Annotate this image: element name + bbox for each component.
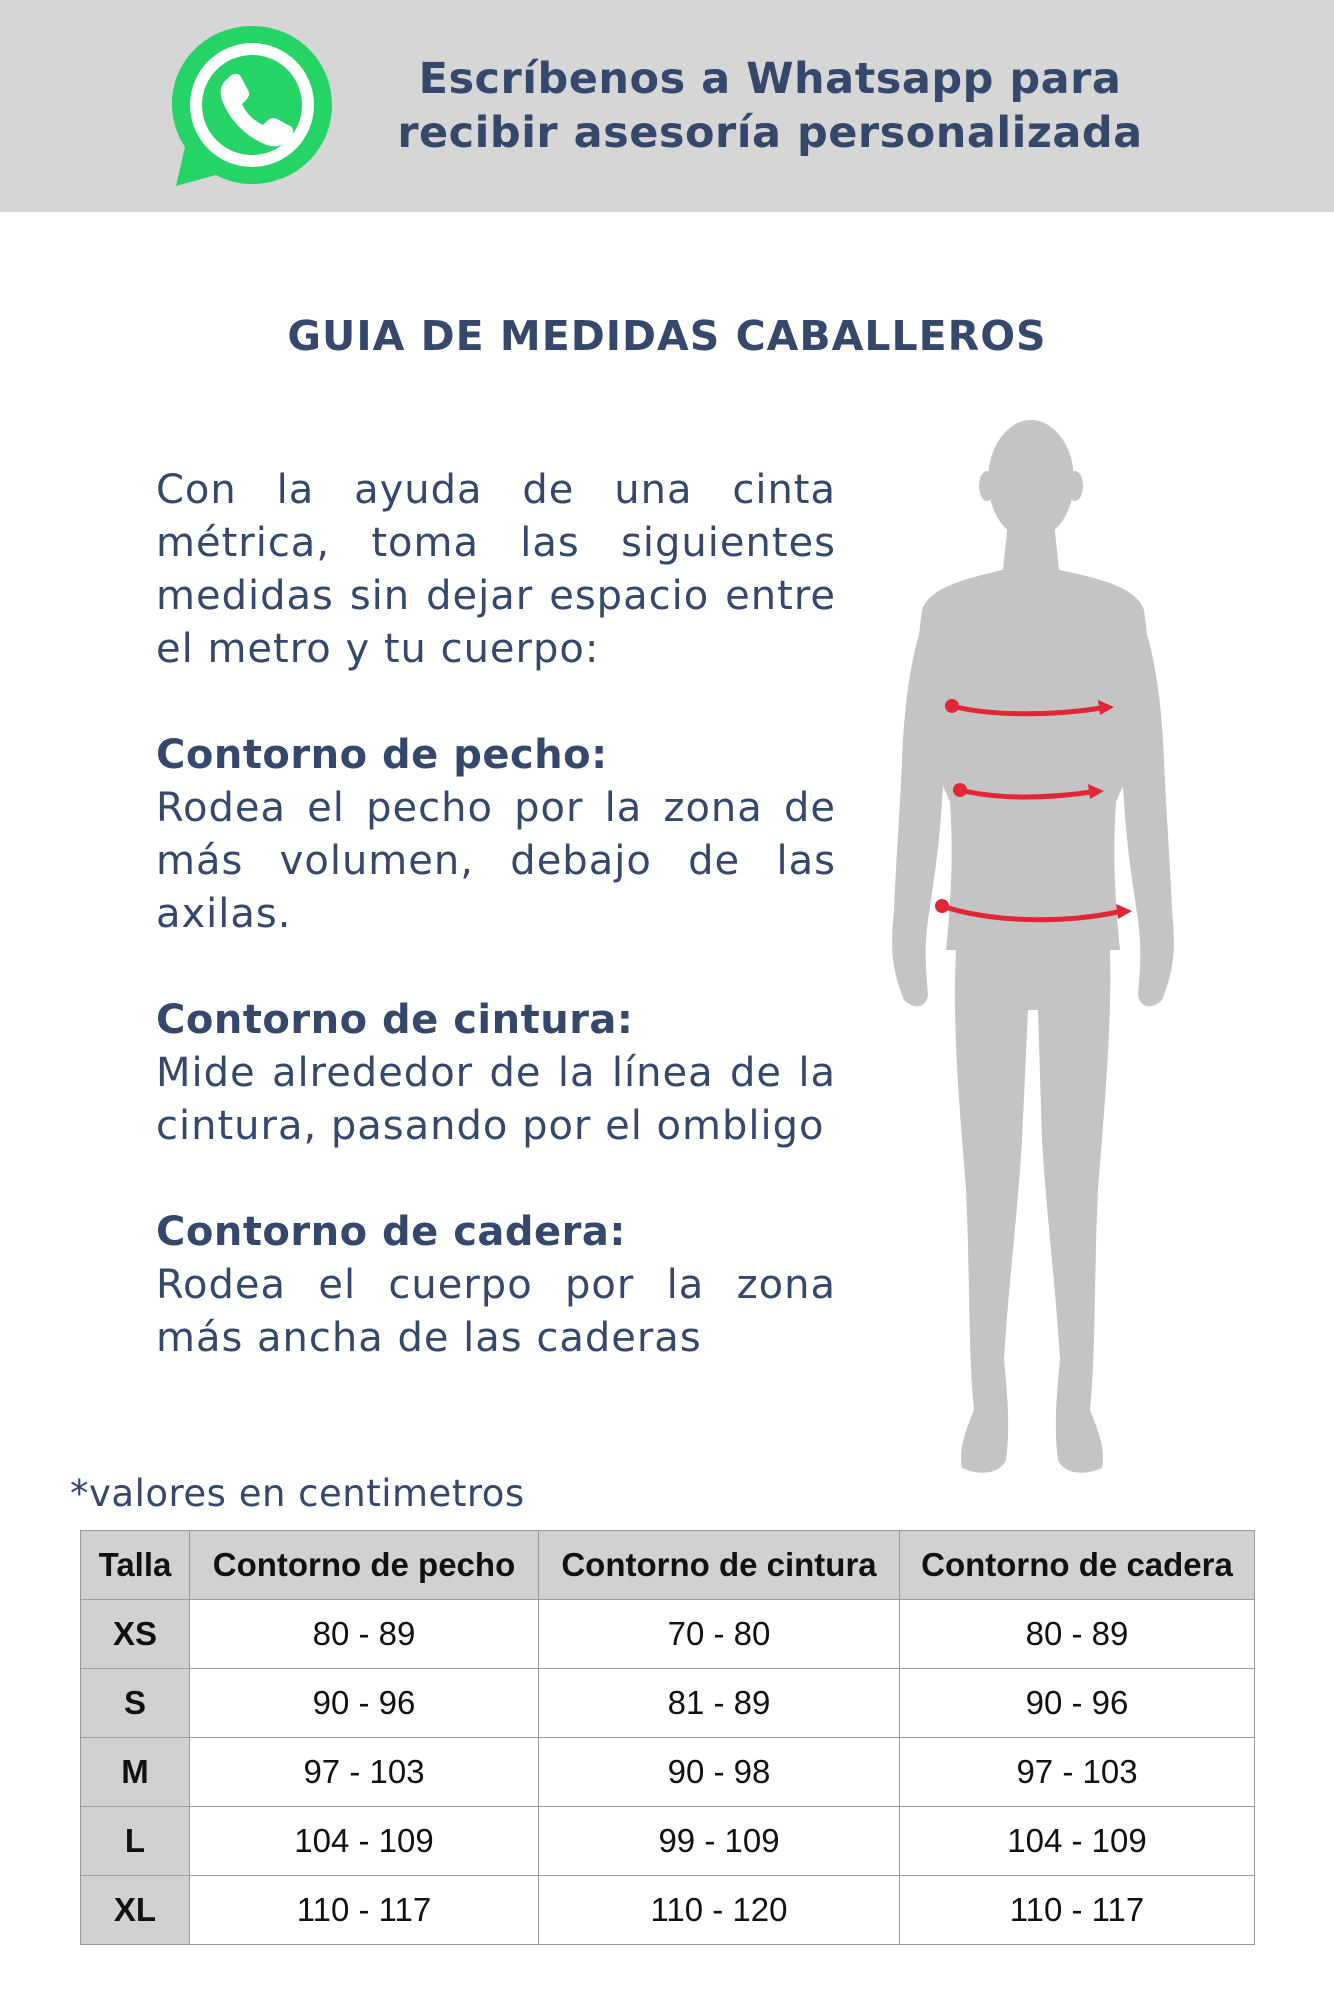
table-row <box>81 1669 1255 1738</box>
size-cell: S <box>81 1669 190 1738</box>
banner-line-2: recibir asesoría personalizada <box>397 108 1143 158</box>
waist-cell: 99 - 109 <box>539 1807 900 1876</box>
whatsapp-banner[interactable] <box>0 0 1334 212</box>
size-table <box>80 1530 1255 1945</box>
chest-cell: 90 - 96 <box>190 1669 539 1738</box>
waist-text: Mide alrededor de la línea de la cintura, pasando por el ombligo <box>156 1050 836 1149</box>
hip-heading: Contorno de cadera: <box>156 1209 626 1255</box>
size-cell: XL <box>81 1876 190 1945</box>
waist-heading: Contorno de cintura: <box>156 997 634 1043</box>
chest-cell: 80 - 89 <box>190 1600 539 1669</box>
header-size: Talla <box>81 1531 190 1600</box>
table-header-row <box>81 1531 1255 1600</box>
instructions <box>156 464 836 1365</box>
page-title: GUIA DE MEDIDAS CABALLEROS <box>287 312 1047 360</box>
chest-text: Rodea el pecho por la zona de más volumen, debajo de las axilas. <box>156 785 836 937</box>
hip-text: Rodea el cuerpo por la zona más ancha de las caderas <box>156 1262 836 1361</box>
waist-cell: 90 - 98 <box>539 1738 900 1807</box>
hip-instruction <box>156 1206 836 1365</box>
whatsapp-icon[interactable] <box>164 20 340 192</box>
hip-cell: 110 - 117 <box>900 1876 1255 1945</box>
units-note: *valores en centimetros <box>70 1472 525 1515</box>
hip-cell: 90 - 96 <box>900 1669 1255 1738</box>
waist-cell: 110 - 120 <box>539 1876 900 1945</box>
banner-message <box>360 52 1180 160</box>
table-row <box>81 1738 1255 1807</box>
size-cell: L <box>81 1807 190 1876</box>
header-hip: Contorno de cadera <box>900 1531 1255 1600</box>
table-row <box>81 1600 1255 1669</box>
hip-cell: 104 - 109 <box>900 1807 1255 1876</box>
hip-cell: 80 - 89 <box>900 1600 1255 1669</box>
table-row <box>81 1807 1255 1876</box>
header-chest: Contorno de pecho <box>190 1531 539 1600</box>
size-cell: XS <box>81 1600 190 1669</box>
header-waist: Contorno de cintura <box>539 1531 900 1600</box>
table-row <box>81 1876 1255 1945</box>
banner-line-1: Escríbenos a Whatsapp para <box>418 54 1122 104</box>
chest-cell: 97 - 103 <box>190 1738 539 1807</box>
size-cell: M <box>81 1738 190 1807</box>
waist-instruction <box>156 994 836 1153</box>
chest-cell: 110 - 117 <box>190 1876 539 1945</box>
hip-cell: 97 - 103 <box>900 1738 1255 1807</box>
intro-paragraph: Con la ayuda de una cinta métrica, toma las siguientes medidas sin dejar espacio entre el metro y tu cuerpo: <box>156 467 836 672</box>
chest-heading: Contorno de pecho: <box>156 732 608 778</box>
waist-cell: 70 - 80 <box>539 1600 900 1669</box>
waist-cell: 81 - 89 <box>539 1669 900 1738</box>
body-silhouette-icon <box>870 410 1190 1480</box>
chest-cell: 104 - 109 <box>190 1807 539 1876</box>
chest-instruction <box>156 729 836 941</box>
